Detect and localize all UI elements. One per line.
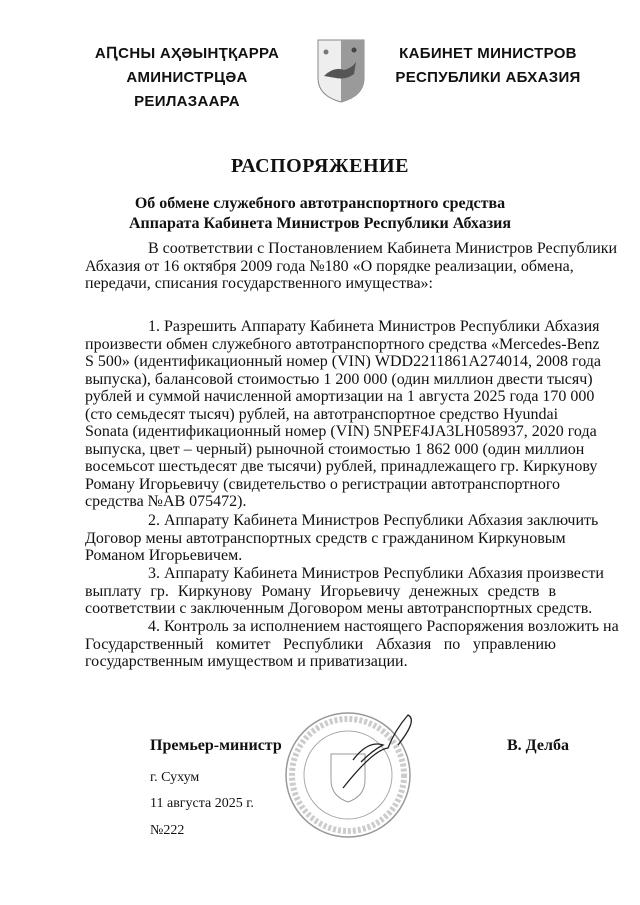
header-russian	[388, 42, 588, 90]
paragraph-line: Абхазия от 16 октября 2009 года №180 «О порядке реализации, обмена,	[85, 257, 574, 275]
clause-4-paragraph	[85, 618, 619, 671]
paragraph-line: произвести обмен служебного автотранспортного средства «Mercedes-Benz	[85, 335, 600, 353]
official-seal-stamp	[283, 710, 413, 840]
clause-2-paragraph	[85, 512, 599, 565]
paragraph-line: передачи, списания государственного имущества»:	[85, 275, 433, 292]
paragraph-line: восемьсот шестьдесят две тысячи) рублей, принадлежащего гр. Киркунову	[85, 458, 598, 475]
paragraph-line: 4. Контроль за исполнением настоящего Распоряжения возложить на	[148, 618, 619, 635]
header-line: РЕСПУБЛИКИ АБХАЗИЯ	[395, 69, 581, 86]
paragraph-line: Sonata (идентификационный номер (VIN) 5NPEF4JA3LH058937, 2020 года	[85, 423, 597, 440]
document-title: РАСПОРЯЖЕНИЕ	[231, 155, 409, 177]
paragraph-line: 2. Аппарату Кабинета Министров Республики Абхазия заключить	[148, 512, 599, 529]
issue-date: 11 августа 2025 г.	[150, 796, 254, 811]
paragraph-line: S 500» (идентификационный номер (VIN) WDD2211861A274014, 2008 года	[85, 353, 601, 370]
paragraph-line: государственным имуществом и приватизации.	[85, 653, 408, 670]
header-line: КАБИНЕТ МИНИСТРОВ	[399, 45, 577, 62]
clause-3-paragraph	[85, 565, 604, 618]
issue-city: г. Сухум	[150, 770, 200, 785]
document-subtitle	[0, 194, 640, 234]
paragraph-line: Романом Игорьевичем.	[85, 547, 243, 564]
clause-1-paragraph	[85, 318, 601, 511]
coat-of-arms-emblem	[316, 38, 366, 104]
paragraph-line: (сто семьдесят тысяч) рублей, на автотранспортное средство Hyundai	[85, 405, 559, 423]
signatory-role: Премьер-министр	[150, 737, 282, 754]
paragraph-line: В соответствии с Постановлением Кабинета Министров Республики	[148, 240, 618, 257]
paragraph-line: рублей и суммой начисленной амортизации на 1 августа 2025 года 170 000	[85, 388, 595, 405]
header-line: АԤСНЫ АҲӘЫНҬҚАРРА	[94, 45, 280, 62]
paragraph-line: выпуска, цвет – черный) рыночной стоимостью 1 862 000 (один миллион	[85, 440, 585, 458]
header-abkhaz	[82, 42, 292, 114]
paragraph-line: выпуска), балансовой стоимостью 1 200 000 (один миллион двести тысяч)	[85, 370, 593, 388]
paragraph-line: соответствии с заключенным Договором мены автотранспортных средств.	[85, 600, 593, 617]
paragraph-line: выплату гр. Киркунову Роману Игорьевичу денежных средств в	[85, 582, 556, 600]
header-line: АМИНИСТРЦӘА РЕИЛАЗААРА	[126, 69, 248, 110]
paragraph-line: Государственный комитет Республики Абхазия по управлению	[85, 635, 556, 653]
paragraph-line: 1. Разрешить Аппарату Кабинета Министров Республики Абхазия	[148, 318, 600, 335]
paragraph-line: 3. Аппарату Кабинета Министров Республики Абхазия произвести	[148, 565, 604, 582]
subtitle-line: Аппарата Кабинета Министров Республики Абхазия	[129, 215, 511, 232]
document-number: №222	[150, 823, 185, 838]
preamble-paragraph	[85, 240, 618, 293]
paragraph-line: Договор мены автотранспортных средств с гражданином Киркуновым	[85, 529, 566, 547]
subtitle-line: Об обмене служебного автотранспортного средства	[134, 195, 506, 212]
paragraph-line: Роману Игорьевичу (свидетельство о регистрации автотранспортного	[85, 475, 561, 493]
paragraph-line: средства №АВ 075472).	[85, 493, 247, 510]
signatory-name: В. Делба	[507, 737, 569, 754]
